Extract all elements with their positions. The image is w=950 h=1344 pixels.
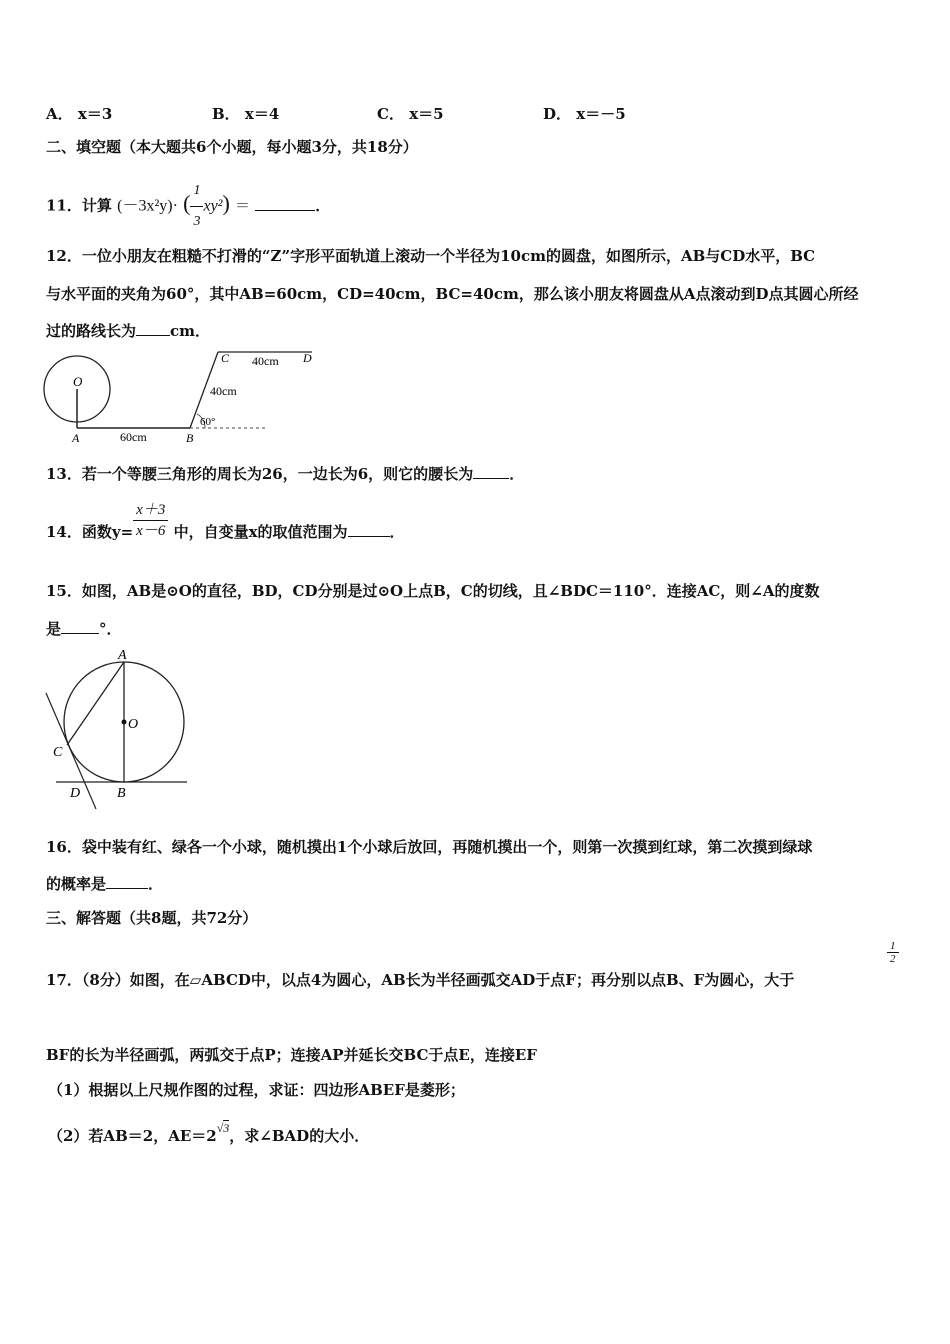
q11-frac-den: 3 [190, 206, 203, 237]
q14-text-group [174, 522, 405, 542]
q11-paren-open: ( [183, 190, 191, 216]
q12-line-3-start: 过的路线长为 [46, 322, 137, 340]
option-a-text: x＝3 [77, 105, 113, 123]
option-b-text: x＝4 [244, 105, 280, 123]
q11-end: ． [315, 196, 331, 215]
q14-frac-den: x－6 [133, 520, 168, 541]
option-c-letter: C． [377, 105, 404, 123]
q17-part-2 [48, 1121, 370, 1147]
question-13 [46, 464, 524, 484]
q12-label-a: A [72, 431, 80, 445]
q16-line-2 [46, 874, 163, 894]
section-3-heading: 三、解答题（共8题，共72分） [46, 909, 258, 927]
q12-length-cd: 40cm [252, 354, 279, 368]
option-d [543, 103, 626, 124]
q15-figure [40, 645, 195, 813]
q16-line-2-start: 的概率是 [46, 875, 107, 893]
q15-line-2-start: 是 [46, 620, 62, 638]
option-c-text: x＝5 [409, 105, 444, 123]
q17-half-den: 2 [887, 952, 899, 965]
q14-text: 中，自变量x的取值范围为 [173, 523, 348, 541]
q11-paren-close: ) [222, 190, 230, 216]
option-a-letter: A． [46, 105, 73, 123]
q15-label-o: O [128, 717, 139, 732]
q16-line-1: 16．袋中装有红、绿各一个小球，随机摸出1个小球后放回，再随机摸出一个，则第一次摸到红球，第二次摸到绿球 [46, 838, 813, 856]
q11-expr-left: (－3x²y)· [117, 197, 178, 215]
q11-fraction [190, 176, 203, 237]
q15-line-1: 15．如图，AB是⊙O的直径，BD，CD分别是过⊙O上点B，C的切线，且∠BDC＝110°．连接AC，则∠A的度数 [46, 582, 820, 600]
q15-segment-ac [67, 662, 124, 745]
option-a [46, 103, 112, 124]
q14-fraction [133, 500, 168, 541]
q11-frac-num: 1 [193, 183, 201, 198]
q12-figure [40, 348, 312, 446]
q12-label-d: D [303, 351, 312, 365]
q15-label-b: B [117, 786, 126, 801]
q12-label-b: B [186, 431, 194, 445]
q14-answer-blank[interactable] [348, 522, 390, 537]
q12-line-1: 12．一位小朋友在粗糙不打滑的“Z”字形平面轨道上滚动一个半径为10cm的圆盘，如图所示，AB与CD水平，BC [46, 247, 816, 265]
q17-line-2: BF的长为半径画弧，两弧交于点P；连接AP并延长交BC于点E，连接EF [46, 1046, 537, 1064]
q15-center-dot [122, 720, 127, 725]
q14-frac-num: x＋3 [136, 501, 166, 518]
q17-part-2-start: （2）若AB＝2，AE＝2 [48, 1127, 217, 1145]
option-b [212, 103, 279, 124]
option-d-text: x＝－5 [576, 105, 626, 123]
q17-half-num: 1 [890, 940, 896, 952]
q15-line-2-end: °． [99, 620, 122, 638]
q17-part-1: （1）根据以上尺规作图的过程，求证：四边形ABEF是菱形； [48, 1081, 465, 1099]
q17-half-fraction [887, 940, 899, 965]
q11-answer-blank[interactable] [255, 196, 315, 211]
q17-part-2-end: ，求∠BAD的大小． [229, 1127, 370, 1145]
q14-label: 14．函数y= [46, 523, 134, 541]
q11-equals: ＝ [235, 198, 251, 215]
q15-answer-blank[interactable] [61, 619, 99, 634]
q13-end: ． [509, 465, 525, 483]
option-d-letter: D． [543, 105, 572, 123]
q12-length-ab: 60cm [120, 430, 147, 444]
q12-answer-blank[interactable] [136, 321, 170, 336]
q17-sqrt-arg: 3 [223, 1121, 230, 1135]
q17-sqrt-sign: √ [216, 1121, 224, 1135]
q12-angle-label: 60° [200, 416, 216, 428]
question-14 [46, 498, 405, 542]
question-11 [46, 176, 330, 237]
q15-line-2 [46, 619, 122, 639]
q12-label-c: C [221, 351, 230, 365]
option-b-letter: B． [212, 105, 240, 123]
q12-length-bc: 40cm [210, 384, 237, 398]
q12-label-o: O [73, 374, 83, 389]
q15-label-d: D [70, 786, 81, 801]
q12-line-3 [46, 321, 210, 341]
q11-expr-right: xy² [203, 197, 223, 215]
q11-label: 11．计算 [46, 196, 112, 215]
q13-text: 13．若一个等腰三角形的周长为26，一边长为6，则它的腰长为 [46, 465, 474, 483]
q14-end: ． [389, 523, 405, 541]
q15-label-a: A [118, 648, 127, 663]
q17-line-1: 17．（8分）如图，在▱ABCD中，以点4为圆心，AB长为半径画弧交AD于点F；再分别以点B、F为圆心，大于 [46, 971, 795, 989]
q16-answer-blank[interactable] [106, 874, 148, 889]
q15-label-c: C [53, 745, 63, 760]
q12-line-2: 与水平面的夹角为60°，其中AB=60cm，CD=40cm，BC=40cm，那么该小朋友将圆盘从A点滚动到D点其圆心所经 [46, 285, 859, 303]
q12-line-3-end: cm． [170, 322, 211, 340]
q16-line-2-end: ． [148, 875, 164, 893]
q13-answer-blank[interactable] [473, 464, 509, 479]
option-c [377, 103, 444, 124]
section-2-heading: 二、填空题（本大题共6个小题，每小题3分，共18分） [46, 138, 418, 156]
